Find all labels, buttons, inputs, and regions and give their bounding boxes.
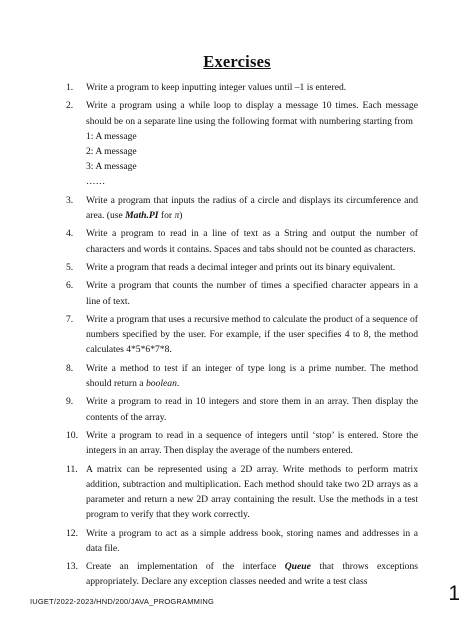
item-text: Write a program to act as a simple address book, storing names and addresses in a data file. [86,527,418,554]
item-number: 1. [66,82,74,93]
item-number: 5. [66,261,74,273]
list-item-9 [66,394,418,424]
list-item-4 [66,226,418,256]
list-item-6 [66,278,418,308]
item-text: Write a program that inputs the radius of a circle and displays its circumference and area. (use [86,194,418,221]
item-number: 2. [66,100,74,112]
exercise-list [66,80,418,593]
item-text: Create an implementation of the interface [86,561,285,573]
item-number: 6. [66,280,74,292]
list-item-10 [66,428,418,458]
item-number: 4. [66,228,74,240]
code-term: Queue [284,561,311,573]
sample-line: 3: A message [86,161,137,173]
sample-line: 2: A message [86,146,137,157]
item-number: 11. [66,463,78,475]
item-text: . [176,377,180,389]
item-text: A matrix can be represented using a 2D array. Write methods to perform matrix addition, subtraction and multiplication. Each method should take two 2D arrays as a parameter and return a new 2D array containing the result. Use the methods in a test program to verify that they work correctly. [86,463,418,521]
sample-line: 1: A message [86,130,137,142]
item-text: Write a program that counts the number of times a specified character appears in a line of text. [86,280,418,307]
item-text: for [158,210,175,221]
item-text: Write a program to read in a sequence of integers until ‘stop’ is entered. Store the integers in an array. Then display the average of the numbers entered. [86,429,418,457]
list-item-2 [66,98,418,189]
page-number: 1 [448,582,460,605]
ellipsis-line: …… [86,176,106,188]
item-number: 8. [66,362,74,374]
code-term: Math.PI [125,210,159,221]
item-text: ) [179,210,183,221]
list-item-13 [66,559,418,589]
pi-symbol: π [174,210,180,221]
code-term: boolean [145,377,177,389]
list-item-11 [66,462,418,523]
item-text: Write a program using a while loop to display a message 10 times. Each message should be on a separate line using the following format with numbering starting from [86,100,418,127]
item-text: Write a method to test if an integer of type long is a prime number. The method should return a [86,362,418,389]
item-number: 7. [66,313,74,325]
page-footer: IUGET/2022-2023/HND/200/JAVA_PROGRAMMING [30,597,215,606]
list-item-12 [66,526,418,556]
list-item-7 [66,312,418,358]
item-text: Write a program that reads a decimal integer and prints out its binary equivalent. [86,261,396,273]
item-number: 13. [66,561,78,573]
item-text: Write a program to keep inputting integer values until –1 is entered. [86,82,347,93]
list-item-5 [66,260,418,275]
page-title: Exercises [203,52,271,71]
item-text: that throws exceptions appropriately. Declare any exception classes needed and write a test class [86,561,418,588]
item-text: Write a program to read in a line of text as a String and output the number of characters and words it contains. Spaces and tabs should not be counted as characters. [86,228,418,255]
item-text: Write a program to read in 10 integers and store them in an array. Then display the contents of the array. [86,396,418,423]
item-number: 12. [66,527,78,539]
item-text: Write a program that uses a recursive method to calculate the product of a sequence of numbers specified by the user. For example, if the user specifies 4 to 8, the method calculates 4*5*6*7*8. [86,313,418,356]
item-number: 10. [66,429,78,441]
item-number: 3. [66,194,74,206]
list-item-3 [66,193,418,223]
list-item-8 [66,361,418,391]
list-item-1 [66,80,418,95]
item-number: 9. [66,396,74,408]
